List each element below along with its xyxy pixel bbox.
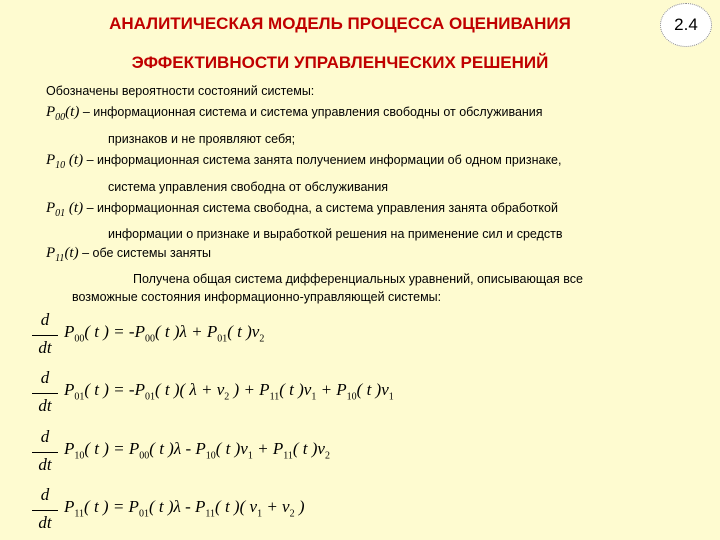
- equation-2-body: $P_{01}$( t ) = $-P_{01}$( t )( $\lambda + \nu_2$ ) + $P_{11}$( t )$\nu_1 + P_{10}$( t )$\nu_1$: [64, 380, 394, 403]
- derivative-operator: d dt: [32, 485, 58, 535]
- state-p11: [46, 245, 211, 264]
- derivative-operator: d dt: [32, 310, 58, 360]
- state-p00-continued: признаков и не проявляют себя;: [108, 132, 296, 146]
- state-symbol: $P_{10}$ (t): [46, 152, 84, 171]
- state-symbol: $P_{00}(t)$: [46, 104, 80, 123]
- summary-line-1: Получена общая система дифференциальных уравнений, описывающая все: [133, 272, 584, 286]
- state-p00: [46, 104, 543, 123]
- equation-4-body: $P_{11}$( t ) = $P_{01}$( t )$\lambda - P_{11}$( t )( $\nu_1 + \nu_2$ ): [64, 497, 305, 520]
- summary-line-2: возможные состояния информационно-управляющей системы:: [72, 290, 442, 304]
- state-p10: [46, 152, 561, 171]
- state-p10-continued: система управления свободна от обслуживания: [108, 180, 389, 194]
- state-p01: [46, 200, 558, 219]
- equation-1-body: $P_{00}$( t ) = $-P_{00}$( t )$\lambda + P_{01}$( t )$\nu_2$: [64, 322, 265, 345]
- state-description: – обе системы заняты: [78, 246, 212, 260]
- state-p01-continued: информации о признаке и выработкой решения на применение сил и средств: [108, 227, 563, 241]
- equation-3-body: $P_{10}$( t ) = $P_{00}$( t )$\lambda - P_{10}$( t )$\nu_1 + P_{11}$( t )$\nu_2$: [64, 439, 330, 462]
- state-symbol: $P_{01}$ (t): [46, 200, 84, 219]
- derivative-operator: d dt: [32, 427, 58, 477]
- state-symbol: $P_{11}(t)$: [46, 245, 79, 264]
- state-description: – информационная система свободна, а система управления занята обработкой: [83, 201, 558, 215]
- slide-number: 2.4: [674, 15, 698, 34]
- state-description: – информационная система занята получением информации об одном признаке,: [83, 153, 562, 167]
- intro-text: Обозначены вероятности состояний системы:: [46, 84, 315, 98]
- state-description: – информационная система и система управления свободны от обслуживания: [79, 105, 543, 119]
- slide-number-badge: [660, 3, 712, 47]
- title-line-2: ЭФФЕКТИВНОСТИ УПРАВЛЕНЧЕСКИХ РЕШЕНИЙ: [131, 53, 549, 72]
- title-line-1: АНАЛИТИЧЕСКАЯ МОДЕЛЬ ПРОЦЕССА ОЦЕНИВАНИЯ: [109, 14, 571, 33]
- derivative-operator: d dt: [32, 368, 58, 418]
